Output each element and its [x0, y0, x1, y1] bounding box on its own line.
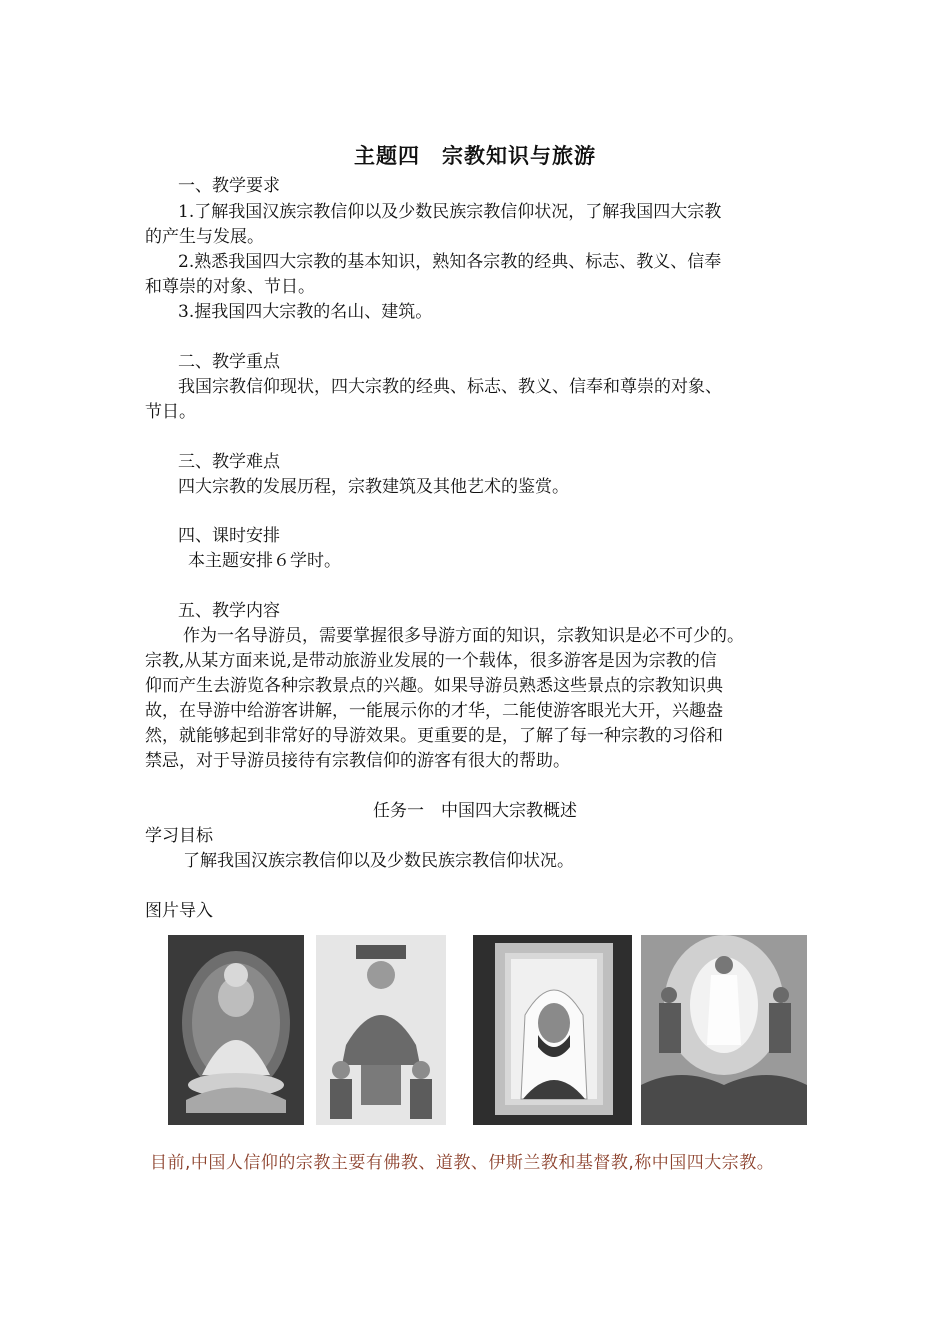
- paragraph-line: 四大宗教的发展历程，宗教建筑及其他艺术的鉴赏。: [178, 477, 569, 497]
- buddha-statue-image: [168, 935, 304, 1125]
- image-intro-heading: 图片导入: [145, 901, 213, 921]
- paragraph-line: 禁忌，对于导游员接待有宗教信仰的游客有很大的帮助。: [145, 751, 570, 771]
- paragraph-line: 仰而产生去游览各种宗教景点的兴趣。如果导游员熟悉这些景点的宗教知识典: [145, 676, 723, 696]
- paragraph-line: 节日。: [145, 402, 196, 422]
- paragraph-line: 宗教,从某方面来说,是带动旅游业发展的一个载体，很多游客是因为宗教的信: [145, 651, 717, 671]
- task-title: 任务一 中国四大宗教概述: [373, 801, 577, 821]
- section-heading-key-points: 二、教学重点: [178, 352, 280, 372]
- learning-goal-heading: 学习目标: [145, 826, 213, 846]
- taoist-deity-image: [316, 935, 446, 1125]
- paragraph-line: 和尊崇的对象、节日。: [145, 277, 315, 297]
- paragraph-line: 我国宗教信仰现状，四大宗教的经典、标志、教义、信奉和尊崇的对象、: [178, 377, 722, 397]
- paragraph-line: 作为一名导游员，需要掌握很多导游方面的知识，宗教知识是必不可少的。: [183, 626, 744, 646]
- section-heading-schedule: 四、课时安排: [178, 526, 280, 546]
- paragraph-line: 2.熟悉我国四大宗教的基本知识，熟知各宗教的经典、标志、教义、信奉: [178, 252, 722, 272]
- paragraph-line: 然，就能够起到非常好的导游效果。更重要的是，了解了每一种宗教的习俗和: [145, 726, 723, 746]
- image-caption: 目前,中国人信仰的宗教主要有佛教、道教、伊斯兰教和基督教,称中国四大宗教。: [150, 1153, 775, 1173]
- paragraph-line: 1.了解我国汉族宗教信仰以及少数民族宗教信仰状况，了解我国四大宗教: [178, 202, 722, 222]
- section-heading-requirements: 一、教学要求: [178, 176, 280, 196]
- framed-portrait-image: [473, 935, 632, 1125]
- section-heading-content: 五、教学内容: [178, 601, 280, 621]
- section-heading-difficulties: 三、教学难点: [178, 452, 280, 472]
- page-title: 主题四 宗教知识与旅游: [354, 143, 596, 168]
- paragraph-line: 的产生与发展。: [145, 227, 264, 247]
- christ-painting-image: [641, 935, 807, 1125]
- paragraph-line: 3.握我国四大宗教的名山、建筑。: [178, 302, 433, 322]
- paragraph-line: 故，在导游中给游客讲解，一能展示你的才华，二能使游客眼光大开，兴趣盎: [145, 701, 723, 721]
- paragraph-line: 本主题安排６学时。: [188, 551, 341, 571]
- paragraph-line: 了解我国汉族宗教信仰以及少数民族宗教信仰状况。: [183, 851, 574, 871]
